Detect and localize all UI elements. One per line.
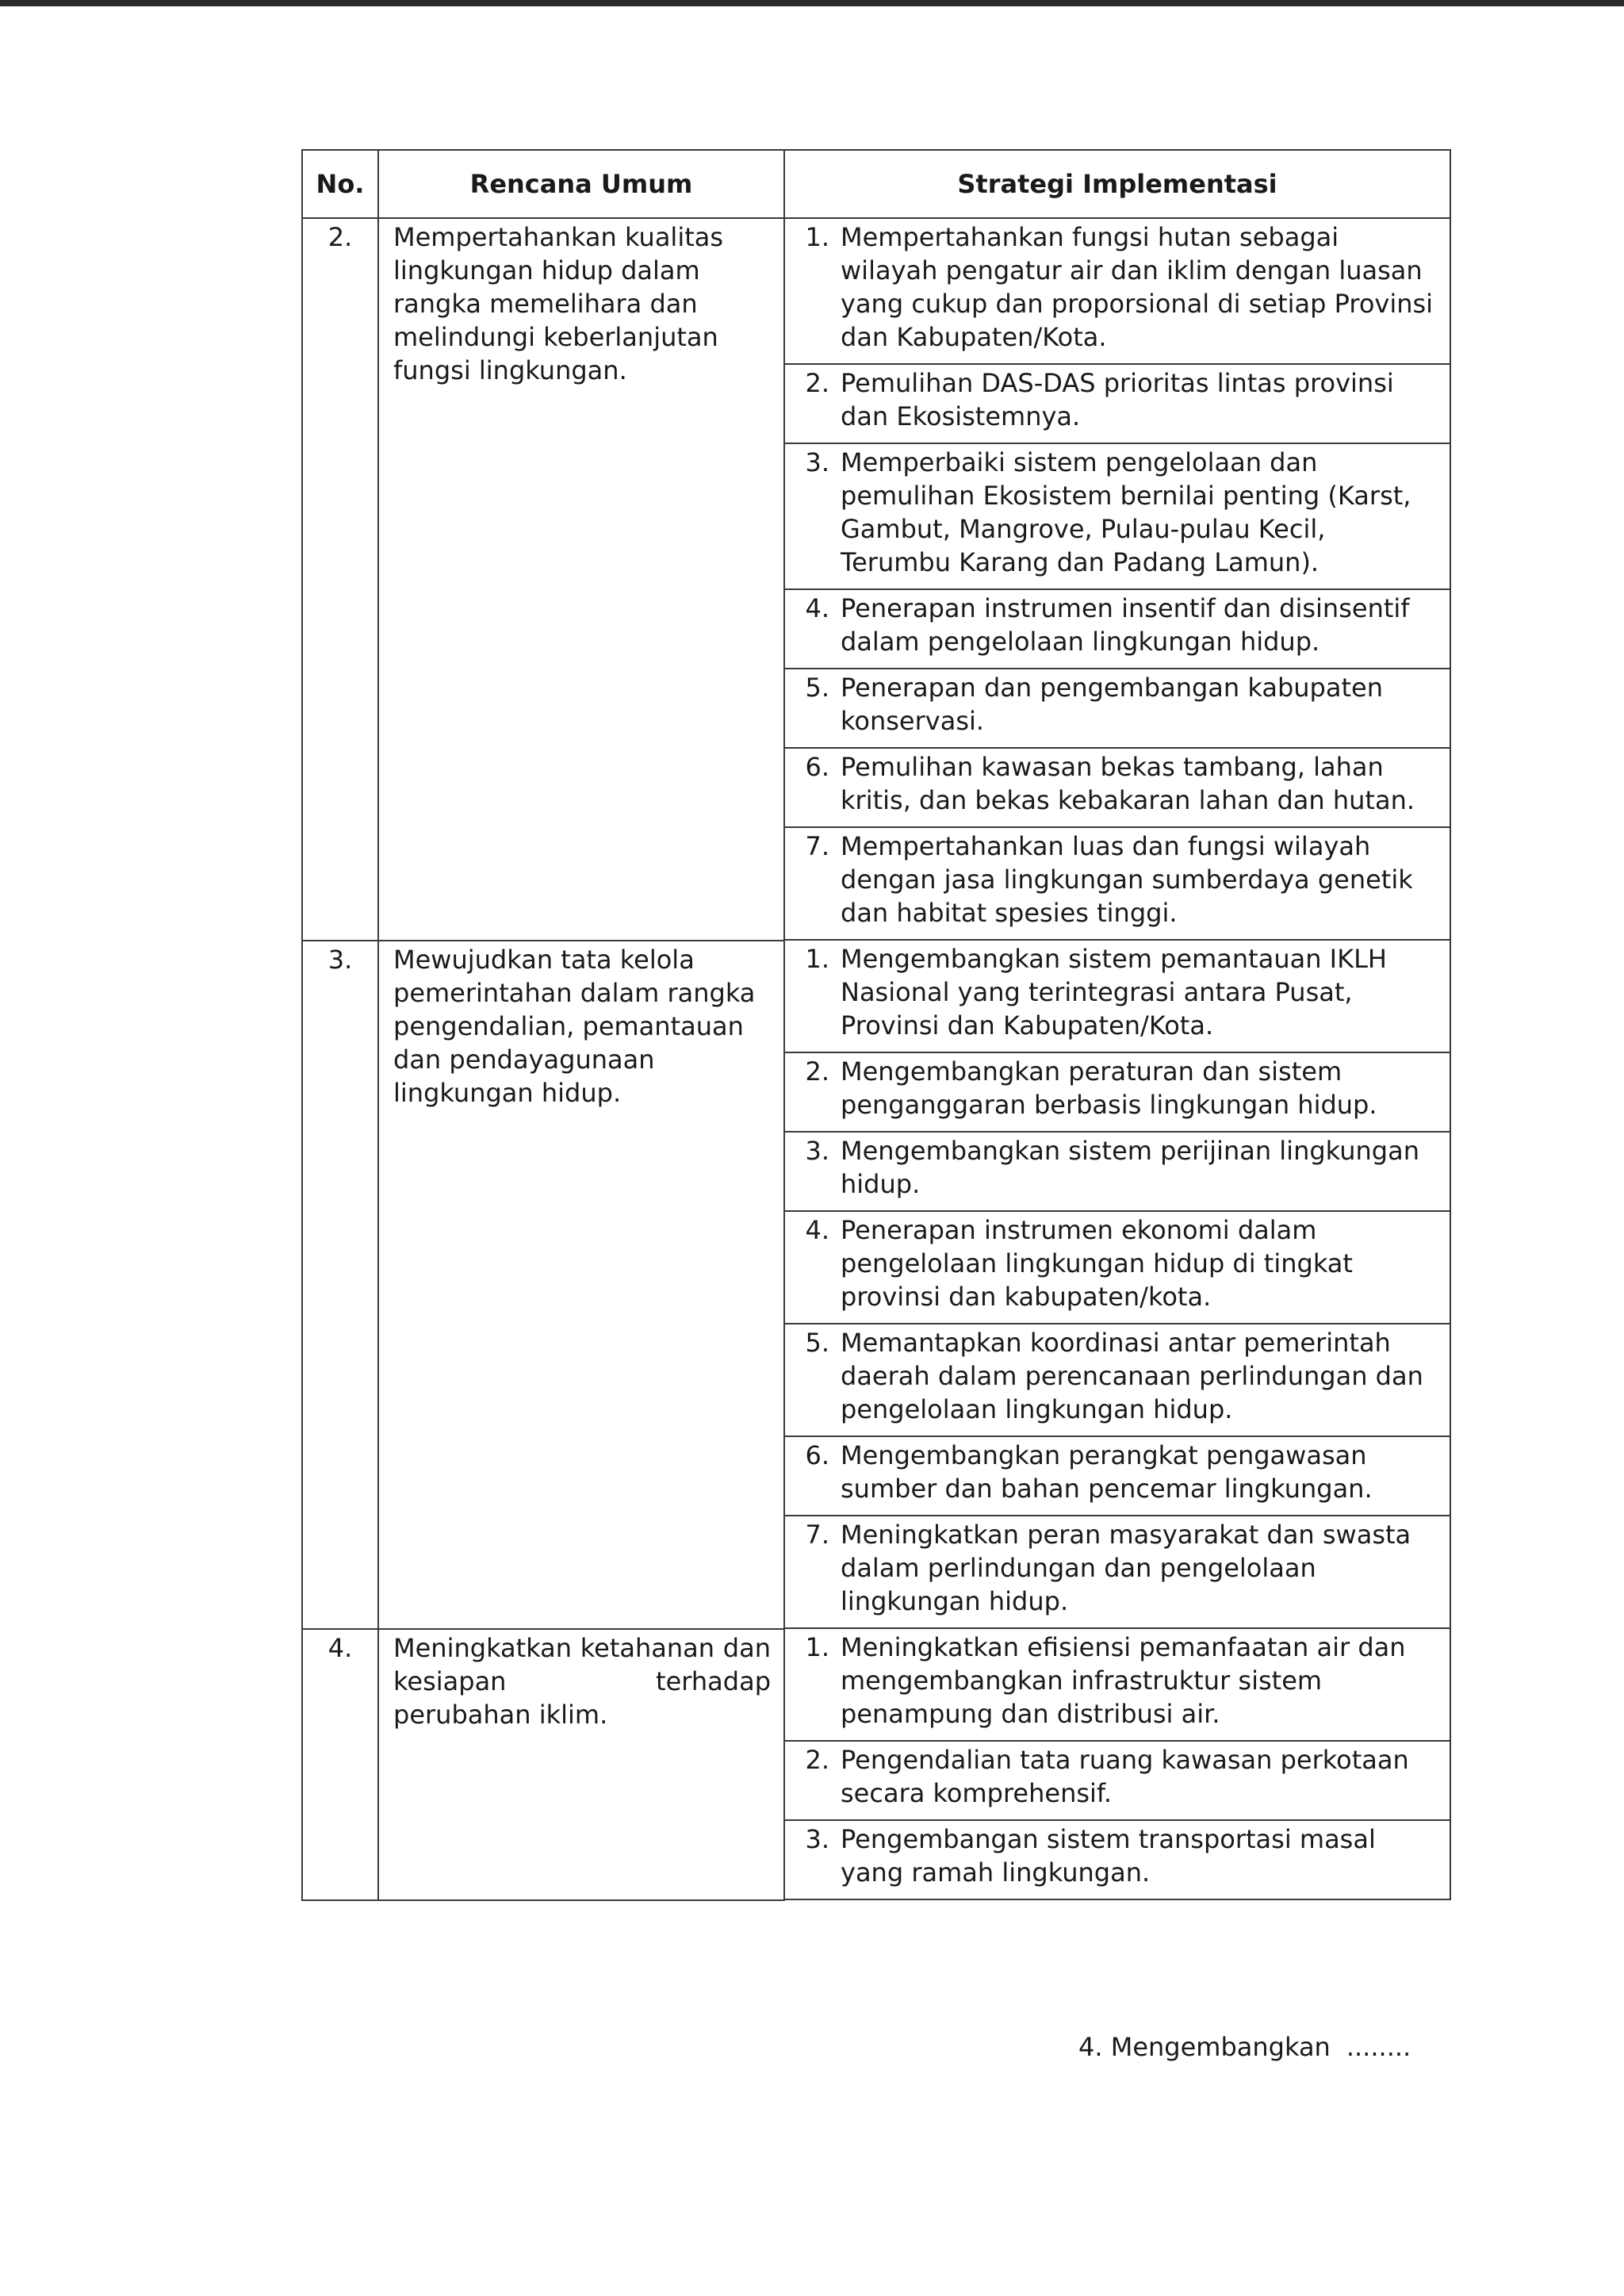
strategy-text: Meningkatkan peran masyarakat dan swasta dalam perlindungan dan pengelolaan lingkungan hidup. xyxy=(841,1520,1411,1616)
strategy-number: 2. xyxy=(805,1745,829,1775)
row-number: 2. xyxy=(327,222,353,252)
strategy-cell xyxy=(784,218,1450,941)
strategy-item xyxy=(785,1212,1450,1324)
strategy-item xyxy=(785,1437,1450,1516)
strategy-item xyxy=(785,1629,1450,1742)
strategy-number: 1. xyxy=(805,1632,829,1662)
strategy-number: 5. xyxy=(805,673,829,703)
strategy-number: 3. xyxy=(805,1824,829,1854)
strategy-text: Mengembangkan peraturan dan sistem penganggaran berbasis lingkungan hidup. xyxy=(841,1056,1377,1120)
strategy-item xyxy=(785,941,1450,1053)
strategy-text: Mempertahankan fungsi hutan sebagai wilayah pengatur air dan iklim dengan luasan yang cukup dan proporsional di setiap Provinsi dan Kabupaten/Kota. xyxy=(841,222,1434,352)
strategy-text: Memantapkan koordinasi antar pemerintah daerah dalam perencanaan perlindungan dan pengelolaan lingkungan hidup. xyxy=(841,1328,1423,1424)
strategy-number: 7. xyxy=(805,831,829,861)
table-row xyxy=(302,941,1450,1629)
strategy-text: Memperbaiki sistem pengelolaan dan pemulihan Ekosistem bernilai penting (Karst, Gambut, Mangrove, Pulau-pulau Kecil, Terumbu Karang dan Padang Lamun). xyxy=(841,447,1411,577)
header-no: No. xyxy=(302,150,378,218)
strategy-item xyxy=(785,749,1450,828)
strategy-text: Penerapan instrumen insentif dan disinsentif dalam pengelolaan lingkungan hidup. xyxy=(841,593,1410,657)
header-plan: Rencana Umum xyxy=(378,150,784,218)
plan-text: Meningkatkan ketahanan dan kesiapan terhadap perubahan iklim. xyxy=(393,1633,771,1730)
row-number-cell xyxy=(302,218,378,941)
strategy-text: Pemulihan DAS-DAS prioritas lintas provinsi dan Ekosistemnya. xyxy=(841,368,1394,431)
strategy-item xyxy=(785,365,1450,444)
strategy-number: 6. xyxy=(805,1440,829,1470)
page-continuation xyxy=(1078,2030,1411,2064)
strategy-item xyxy=(785,1324,1450,1437)
strategy-item xyxy=(785,1821,1450,1900)
table-row xyxy=(302,1629,1450,1900)
strategy-item xyxy=(785,590,1450,669)
strategy-text: Penerapan dan pengembangan kabupaten konservasi. xyxy=(841,673,1383,736)
strategy-number: 2. xyxy=(805,368,829,398)
row-number-cell xyxy=(302,941,378,1629)
strategy-number: 1. xyxy=(805,222,829,252)
strategy-text: Mengembangkan perangkat pengawasan sumber dan bahan pencemar lingkungan. xyxy=(841,1440,1373,1504)
row-number-cell xyxy=(302,1629,378,1900)
strategy-text: Pengembangan sistem transportasi masal yang ramah lingkungan. xyxy=(841,1824,1376,1888)
continuation-dots: ........ xyxy=(1346,2032,1411,2062)
strategy-number: 2. xyxy=(805,1056,829,1087)
strategy-item xyxy=(785,444,1450,590)
strategy-cell xyxy=(784,941,1450,1629)
plan-cell xyxy=(378,218,784,941)
strategy-item xyxy=(785,219,1450,365)
strategy-number: 3. xyxy=(805,447,829,477)
strategy-cell xyxy=(784,1629,1450,1900)
strategy-number: 6. xyxy=(805,752,829,782)
row-number: 3. xyxy=(327,945,353,975)
strategy-item xyxy=(785,1516,1450,1629)
strategy-item xyxy=(785,1742,1450,1821)
plan-cell xyxy=(378,1629,784,1900)
plan-cell xyxy=(378,941,784,1629)
strategy-text: Mempertahankan luas dan fungsi wilayah dengan jasa lingkungan sumberdaya genetik dan habitat spesies tinggi. xyxy=(841,831,1413,928)
scan-top-edge xyxy=(0,0,1624,6)
strategy-number: 1. xyxy=(805,944,829,974)
table-header-row xyxy=(302,150,1450,218)
strategy-number: 5. xyxy=(805,1328,829,1358)
strategy-number: 7. xyxy=(805,1520,829,1550)
plan-text: Mempertahankan kualitas lingkungan hidup dalam rangka memelihara dan melindungi keberlanjutan fungsi lingkungan. xyxy=(393,222,724,385)
strategy-item xyxy=(785,1053,1450,1133)
header-strategy: Strategi Implementasi xyxy=(784,150,1450,218)
strategy-item xyxy=(785,1133,1450,1212)
strategy-item xyxy=(785,669,1450,749)
strategy-text: Meningkatkan efisiensi pemanfaatan air dan mengembangkan infrastruktur sistem penampung dan distribusi air. xyxy=(841,1632,1406,1729)
strategy-text: Pemulihan kawasan bekas tambang, lahan kritis, dan bekas kebakaran lahan dan hutan. xyxy=(841,752,1415,815)
strategy-text: Mengembangkan sistem pemantauan IKLH Nasional yang terintegrasi antara Pusat, Provinsi dan Kabupaten/Kota. xyxy=(841,944,1387,1041)
strategy-number: 4. xyxy=(805,593,829,623)
strategy-text: Pengendalian tata ruang kawasan perkotaan secara komprehensif. xyxy=(841,1745,1409,1808)
strategy-table xyxy=(301,149,1451,1901)
strategy-text: Mengembangkan sistem perijinan lingkungan hidup. xyxy=(841,1136,1419,1199)
strategy-number: 3. xyxy=(805,1136,829,1166)
strategy-item xyxy=(785,828,1450,941)
row-number: 4. xyxy=(327,1633,353,1663)
plan-text: Mewujudkan tata kelola pemerintahan dalam rangka pengendalian, pemantauan dan pendayagunaan lingkungan hidup. xyxy=(393,945,756,1108)
continuation-text: 4. Mengembangkan xyxy=(1078,2032,1331,2062)
table-row xyxy=(302,218,1450,941)
strategy-text: Penerapan instrumen ekonomi dalam pengelolaan lingkungan hidup di tingkat provinsi dan kabupaten/kota. xyxy=(841,1215,1353,1312)
strategy-number: 4. xyxy=(805,1215,829,1245)
